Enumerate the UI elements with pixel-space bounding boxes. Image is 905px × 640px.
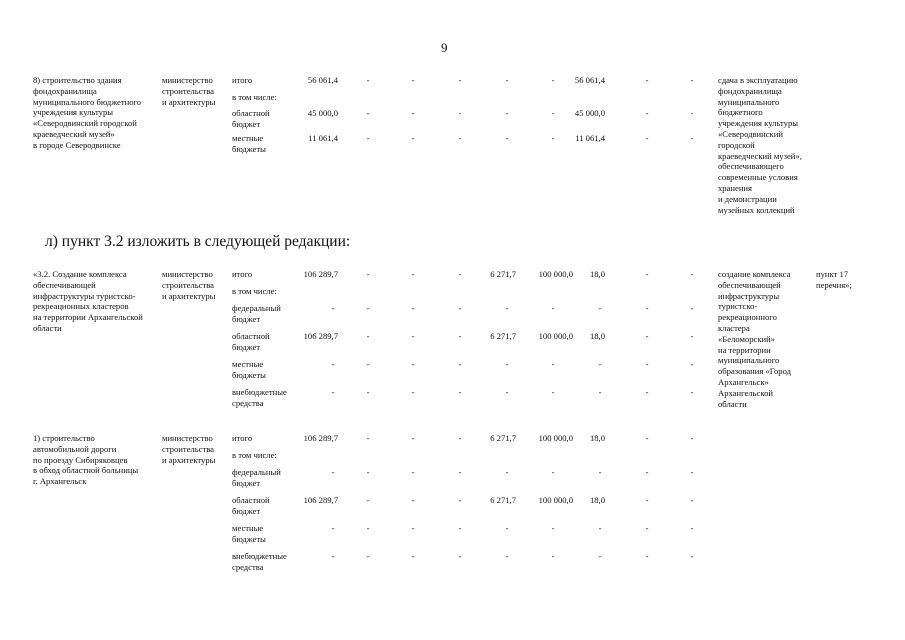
measure-name-line: обеспечивающей	[33, 279, 96, 290]
expected-result-line: бюджетного	[718, 107, 763, 118]
amount-cell: -	[690, 551, 694, 561]
measure-name-line: 1) строительство	[33, 433, 95, 443]
amount-cell: -	[690, 495, 694, 505]
measure-name-line: на территории Архангельской	[33, 312, 143, 323]
amount-cell: -	[411, 433, 415, 443]
expected-result-line: создание комплекса	[718, 269, 791, 279]
measure-name-line: в обход областной больницы	[33, 465, 139, 476]
amount-cell: 106 289,7	[303, 331, 338, 341]
amount-cell: -	[690, 433, 694, 443]
expected-result-line: сдача в эксплуатацию	[718, 75, 798, 85]
amount-cell: 56 061,4	[574, 75, 605, 85]
measure-name-line: 8) строительство здания	[33, 75, 122, 85]
amount-cell: -	[690, 108, 694, 118]
amount-cell: -	[458, 331, 462, 341]
funding-source-label: итого	[232, 269, 253, 279]
amount-cell: -	[645, 303, 649, 313]
amount-cell: -	[366, 551, 370, 561]
expected-result-line: фондохранилища	[718, 85, 782, 96]
note-line: перечня»;	[816, 279, 852, 290]
executor-line: и архитектуры	[162, 454, 216, 465]
amount-cell: -	[645, 75, 649, 85]
amount-cell: -	[551, 523, 555, 533]
funding-source-label: федеральный	[232, 467, 281, 477]
amount-cell: -	[411, 303, 415, 313]
expected-result-line: современные условия	[718, 172, 798, 183]
page-number: 9	[441, 40, 448, 55]
expected-result-line: Архангельской	[718, 387, 773, 398]
measure-name-line: в городе Северодвинске	[33, 139, 121, 150]
section-heading: л) пункт 3.2 изложить в следующей редакции:	[45, 233, 351, 250]
amount-cell: -	[645, 523, 649, 533]
executor-line: строительства	[162, 279, 214, 290]
amount-cell: -	[366, 495, 370, 505]
amount-cell: 100 000,0	[538, 269, 573, 279]
expected-result-line: Архангельск»	[718, 377, 769, 387]
amount-cell: -	[411, 523, 415, 533]
amount-cell: 100 000,0	[538, 433, 573, 443]
amount-cell: 11 061,4	[575, 133, 605, 143]
measure-name-line: инфраструктуры туристско-	[33, 290, 136, 301]
funding-source-label: внебюджетные	[232, 551, 287, 561]
amount-cell: -	[645, 108, 649, 118]
amount-cell: -	[505, 303, 509, 313]
funding-source-label: бюджет	[232, 341, 261, 352]
amount-cell: -	[645, 331, 649, 341]
amount-cell: -	[690, 523, 694, 533]
amount-cell: -	[505, 523, 509, 533]
executor-line: и архитектуры	[162, 96, 216, 107]
expected-result-line: области	[718, 398, 747, 409]
amount-cell: 6 271,7	[490, 495, 516, 505]
funding-source-label: бюджет	[232, 477, 261, 488]
measure-name-line: области	[33, 323, 62, 333]
measure-name-line: «3.2. Создание комплекса	[33, 269, 127, 279]
funding-source-label: областной	[232, 331, 270, 341]
amount-cell: -	[690, 269, 694, 279]
expected-result-line: краеведческий музей»,	[718, 150, 802, 161]
measure-name-line: муниципального бюджетного	[33, 96, 142, 107]
amount-cell: -	[411, 551, 415, 561]
amount-cell: -	[366, 269, 370, 279]
measure-name-line: рекреационных кластеров	[33, 301, 129, 312]
measure-name-line: «Северодвинский городской	[33, 118, 137, 129]
amount-cell: -	[411, 133, 415, 143]
executor-line: министерство	[162, 75, 213, 85]
amount-cell: -	[551, 551, 555, 561]
amount-cell: -	[598, 467, 602, 477]
amount-cell: -	[366, 523, 370, 533]
expected-result-line: музейных коллекций	[718, 204, 795, 215]
funding-source-label: местные	[232, 133, 264, 143]
amount-cell: -	[551, 359, 555, 369]
expected-result-line: кластера	[718, 323, 750, 333]
funding-source-label: местные	[232, 523, 264, 533]
expected-result-line: муниципального	[718, 355, 780, 366]
expected-result-line: хранения	[718, 183, 752, 193]
expected-result-line: на территории	[718, 344, 771, 355]
amount-cell: 45 000,0	[307, 108, 338, 118]
amount-cell: -	[505, 467, 509, 477]
amount-cell: -	[411, 108, 415, 118]
amount-cell: -	[458, 467, 462, 477]
expected-result-line: обеспечивающей	[718, 279, 781, 290]
amount-cell: -	[505, 133, 509, 143]
executor-line: министерство	[162, 433, 213, 443]
amount-cell: -	[411, 359, 415, 369]
amount-cell: -	[458, 75, 462, 85]
funding-source-label: областной	[232, 108, 270, 118]
expected-result-line: туристско-	[718, 301, 758, 312]
amount-cell: 100 000,0	[538, 495, 573, 505]
expected-result-line: инфраструктуры	[718, 290, 780, 301]
expected-result-line: и демонстрации	[718, 193, 777, 204]
amount-cell: -	[411, 269, 415, 279]
amount-cell: -	[598, 359, 602, 369]
amount-cell: -	[690, 387, 694, 397]
amount-cell: -	[411, 387, 415, 397]
amount-cell: -	[458, 523, 462, 533]
measure-name-line: фондохранилища	[33, 85, 97, 96]
funding-source-label: бюджет	[232, 313, 261, 324]
amount-cell: 6 271,7	[490, 331, 516, 341]
amount-cell: -	[411, 495, 415, 505]
amount-cell: -	[366, 75, 370, 85]
amount-cell: -	[690, 133, 694, 143]
amount-cell: -	[551, 133, 555, 143]
measure-name-line: автомобильной дороги	[33, 443, 117, 454]
funding-source-label: в том числе:	[232, 92, 277, 102]
amount-cell: -	[458, 269, 462, 279]
expected-result-line: муниципального	[718, 96, 780, 107]
amount-cell: -	[331, 387, 335, 397]
amount-cell: -	[690, 75, 694, 85]
amount-cell: -	[331, 303, 335, 313]
amount-cell: -	[551, 387, 555, 397]
expected-result-line: городской	[718, 139, 755, 150]
expected-result-line: рекреационного	[718, 312, 777, 323]
amount-cell: -	[331, 551, 335, 561]
amount-cell: -	[598, 387, 602, 397]
expected-result-line: «Северодвинский	[718, 129, 783, 139]
amount-cell: -	[366, 387, 370, 397]
amount-cell: 100 000,0	[538, 331, 573, 341]
measure-name-line: г. Архангельск	[33, 476, 87, 487]
expected-result-line: «Беломорский»	[718, 333, 775, 344]
amount-cell: -	[411, 331, 415, 341]
amount-cell: -	[366, 331, 370, 341]
amount-cell: 56 061,4	[307, 75, 338, 85]
measure-name-line: по проезду Сибиряковцев	[33, 454, 128, 465]
amount-cell: -	[458, 551, 462, 561]
amount-cell: -	[411, 467, 415, 477]
funding-source-label: бюджеты	[232, 369, 266, 380]
amount-cell: -	[645, 133, 649, 143]
amount-cell: -	[645, 551, 649, 561]
funding-source-label: местные	[232, 359, 264, 369]
amount-cell: -	[331, 467, 335, 477]
amount-cell: -	[458, 495, 462, 505]
funding-source-label: областной	[232, 495, 270, 505]
amount-cell: 11 061,4	[308, 133, 338, 143]
expected-result-line: обеспечивающего	[718, 161, 784, 172]
amount-cell: -	[551, 75, 555, 85]
funding-source-label: федеральный	[232, 303, 281, 313]
amount-cell: -	[458, 108, 462, 118]
amount-cell: -	[645, 387, 649, 397]
amount-cell: -	[366, 467, 370, 477]
funding-source-label: итого	[232, 75, 253, 85]
amount-cell: -	[366, 303, 370, 313]
amount-cell: -	[458, 133, 462, 143]
amount-cell: -	[366, 108, 370, 118]
amount-cell: -	[331, 523, 335, 533]
amount-cell: -	[505, 551, 509, 561]
amount-cell: -	[645, 359, 649, 369]
amount-cell: -	[645, 269, 649, 279]
amount-cell: 18,0	[589, 331, 605, 341]
amount-cell: -	[598, 551, 602, 561]
amount-cell: -	[458, 387, 462, 397]
amount-cell: -	[645, 467, 649, 477]
amount-cell: -	[505, 387, 509, 397]
funding-source-label: в том числе:	[232, 286, 277, 296]
amount-cell: 6 271,7	[490, 433, 516, 443]
amount-cell: -	[366, 433, 370, 443]
amount-cell: 18,0	[589, 269, 605, 279]
amount-cell: -	[690, 467, 694, 477]
amount-cell: 106 289,7	[303, 433, 338, 443]
measure-name-line: учреждения культуры	[33, 107, 114, 118]
note-line: пункт 17	[816, 269, 849, 279]
funding-source-label: средства	[232, 561, 264, 572]
funding-source-label: средства	[232, 397, 264, 408]
expected-result-line: учреждения культуры	[718, 118, 799, 129]
amount-cell: -	[690, 359, 694, 369]
expected-result-line: образования «Город	[718, 366, 792, 377]
executor-line: строительства	[162, 85, 214, 96]
amount-cell: -	[598, 523, 602, 533]
funding-source-label: бюджеты	[232, 143, 266, 154]
amount-cell: -	[505, 108, 509, 118]
amount-cell: -	[366, 133, 370, 143]
amount-cell: 45 000,0	[574, 108, 605, 118]
amount-cell: -	[458, 433, 462, 443]
amount-cell: 6 271,7	[490, 269, 516, 279]
amount-cell: 18,0	[589, 495, 605, 505]
funding-source-label: внебюджетные	[232, 387, 287, 397]
executor-line: министерство	[162, 269, 213, 279]
amount-cell: -	[690, 303, 694, 313]
funding-source-label: бюджет	[232, 505, 261, 516]
amount-cell: -	[505, 75, 509, 85]
amount-cell: -	[551, 467, 555, 477]
amount-cell: -	[458, 359, 462, 369]
funding-source-label: бюджет	[232, 118, 261, 129]
amount-cell: 106 289,7	[303, 269, 338, 279]
amount-cell: -	[645, 433, 649, 443]
measure-name-line: краеведческий музей»	[33, 129, 115, 139]
amount-cell: -	[458, 303, 462, 313]
executor-line: строительства	[162, 443, 214, 454]
amount-cell: -	[366, 359, 370, 369]
funding-source-label: в том числе:	[232, 450, 277, 460]
amount-cell: 18,0	[589, 433, 605, 443]
amount-cell: -	[505, 359, 509, 369]
executor-line: и архитектуры	[162, 290, 216, 301]
amount-cell: -	[645, 495, 649, 505]
amount-cell: 106 289,7	[303, 495, 338, 505]
amount-cell: -	[551, 303, 555, 313]
funding-source-label: итого	[232, 433, 253, 443]
amount-cell: -	[690, 331, 694, 341]
amount-cell: -	[331, 359, 335, 369]
funding-source-label: бюджеты	[232, 533, 266, 544]
amount-cell: -	[411, 75, 415, 85]
amount-cell: -	[551, 108, 555, 118]
amount-cell: -	[598, 303, 602, 313]
